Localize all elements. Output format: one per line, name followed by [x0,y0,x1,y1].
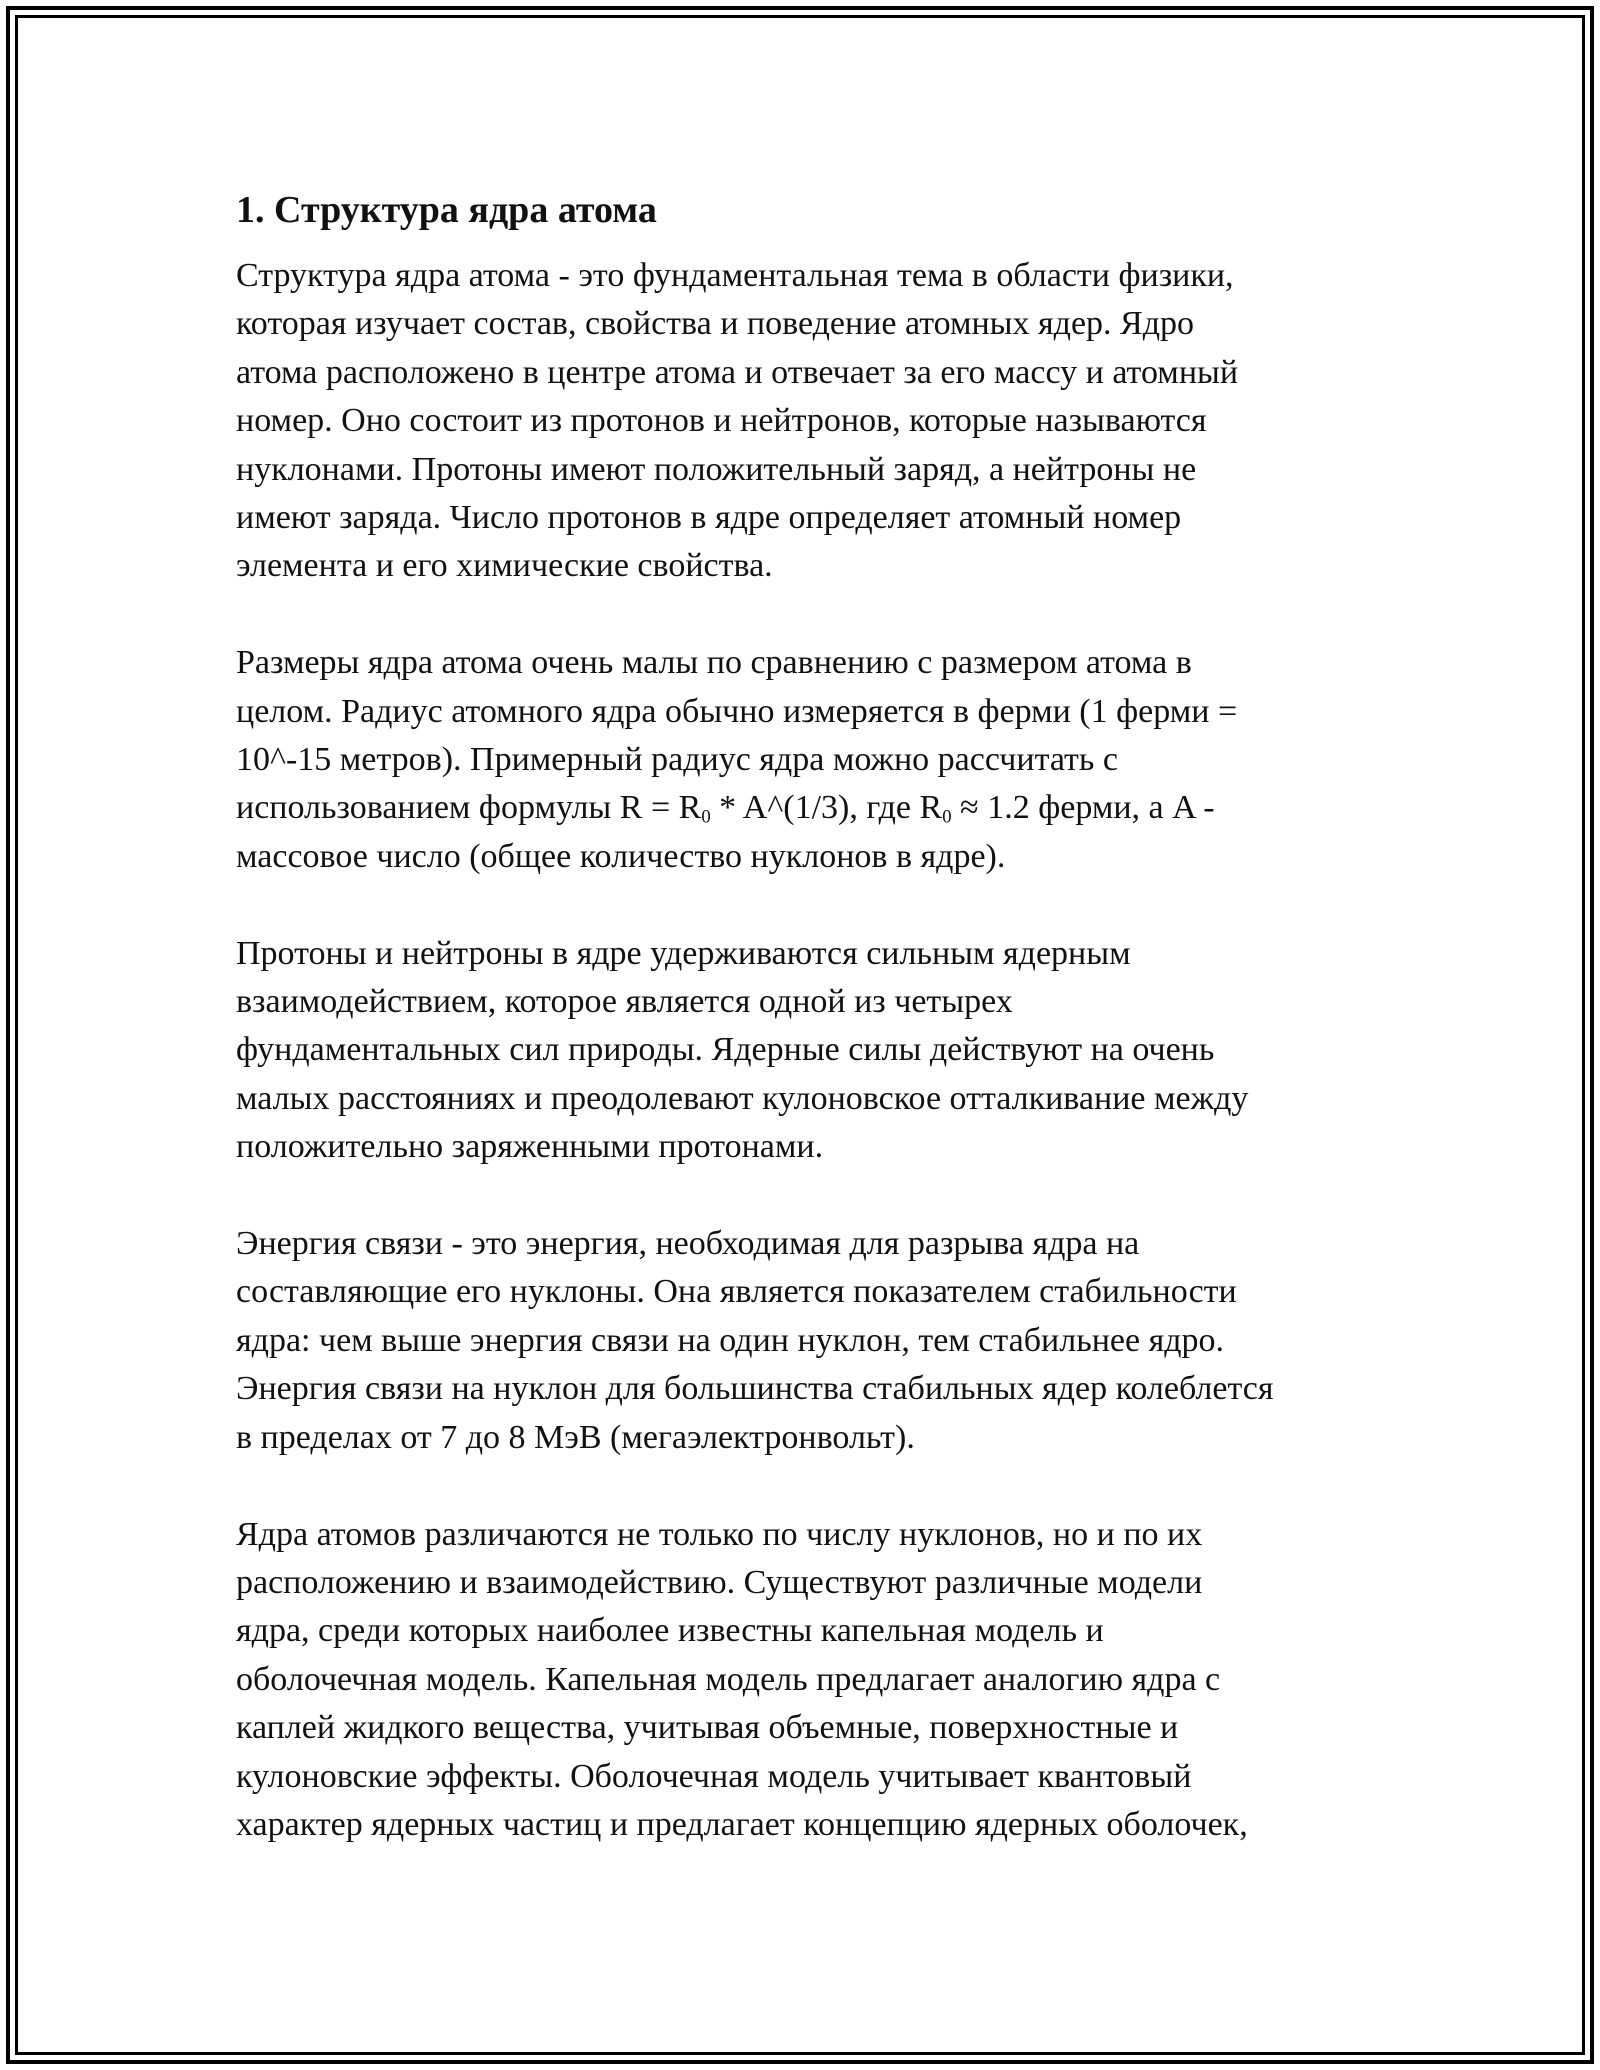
document-title: 1. Структура ядра атома [236,189,657,231]
text-run: расположению и взаимодействию. Существуют различные модели [236,1563,1203,1601]
text-line [236,1656,1366,1704]
text-run: имеют заряда. Число протонов в ядре определяет атомный номер [236,499,1182,537]
text-line [236,1607,1366,1655]
text-run: характер ядерных частиц и предлагает концепцию ядерных оболочек, [236,1805,1248,1843]
text-run: Ядра атомов различаются не только по числу нуклонов, но и по их [236,1515,1203,1553]
text-run: Структура ядра атома - это фундаментальная тема в области физики, [236,257,1234,294]
text-line [236,833,1366,881]
text-line [236,1414,1366,1462]
text-run: Энергия связи - это энергия, необходимая для разрыва ядра на [236,1225,1140,1263]
text-line [236,446,1366,494]
text-line [236,1317,1366,1365]
text-run: ядра, среди которых наиболее известны капельная модель и [236,1612,1104,1650]
text-run: элемента и его химические свойства. [236,547,773,585]
text-run: массовое число (общее количество нуклонов в ядре). [236,837,1006,875]
text-run: целом. Радиус атомного ядра обычно измеряется в ферми (1 ферми = [236,692,1238,730]
text-line [236,1753,1366,1801]
text-run: Размеры ядра атома очень малы по сравнению с размером атома в [236,644,1192,682]
text-line [236,1220,1366,1268]
document-body [236,252,1366,1849]
text-line [236,1511,1366,1559]
text-run: 10^-15 метров). Примерный радиус ядра можно рассчитать с [236,741,1119,779]
paragraph [236,930,1366,1172]
text-run: малых расстояниях и преодолевают кулоновское отталкивание между [236,1079,1249,1117]
text-run: в пределах от 7 до 8 МэВ (мегаэлектронвольт). [236,1418,915,1456]
text-line [236,349,1366,397]
text-line [236,736,1366,784]
text-run: номер. Оно состоит из протонов и нейтронов, которые называются [236,402,1207,440]
text-run: положительно заряженными протонами. [236,1128,824,1166]
text-run: взаимодействием, которое является одной из четырех [236,983,1013,1021]
text-line [236,930,1366,978]
paragraph [236,252,1366,591]
text-run: нуклонами. Протоны имеют положительный заряд, а нейтроны не [236,450,1197,488]
text-line [236,494,1366,542]
text-line [236,542,1366,590]
text-line [236,1704,1366,1752]
text-run: каплей жидкого вещества, учитывая объемные, поверхностные и [236,1709,1179,1747]
subscript: 0 [942,807,952,829]
text-run: * A^(1/3), где R [710,789,943,827]
text-run: составляющие его нуклоны. Она является показателем стабильности [236,1273,1237,1311]
paragraph [236,1511,1366,1850]
text-line [236,1268,1366,1316]
paragraph [236,639,1366,881]
text-run: ядра: чем выше энергия связи на один нуклон, тем стабильнее ядро. [236,1321,1225,1359]
text-line [236,688,1366,736]
text-line [236,397,1366,445]
text-line [236,639,1366,687]
text-run: использованием формулы R = R [236,789,702,827]
text-line [236,1123,1366,1171]
text-run: ≈ 1.2 ферми, а A - [951,789,1215,827]
text-run: Энергия связи на нуклон для большинства стабильных ядер колеблется [236,1370,1274,1408]
paragraph [236,1220,1366,1462]
text-run: атома расположено в центре атома и отвечает за его массу и атомный [236,353,1239,391]
text-run: оболочечная модель. Капельная модель предлагает аналогию ядра с [236,1660,1221,1698]
subscript: 0 [701,807,711,829]
text-run: кулоновские эффекты. Оболочечная модель учитывает квантовый [236,1757,1192,1795]
text-line [236,1075,1366,1123]
text-line [236,978,1366,1026]
text-line [236,252,1366,300]
text-line [236,784,1366,832]
text-run: фундаментальных сил природы. Ядерные силы действуют на очень [236,1031,1215,1069]
document-page [236,186,1366,1898]
text-run: Протоны и нейтроны в ядре удерживаются сильным ядерным [236,934,1131,972]
text-line [236,300,1366,348]
text-line [236,1365,1366,1413]
text-line [236,1801,1366,1849]
text-run: которая изучает состав, свойства и поведение атомных ядер. Ядро [236,305,1195,343]
text-line [236,1559,1366,1607]
text-line [236,1026,1366,1074]
